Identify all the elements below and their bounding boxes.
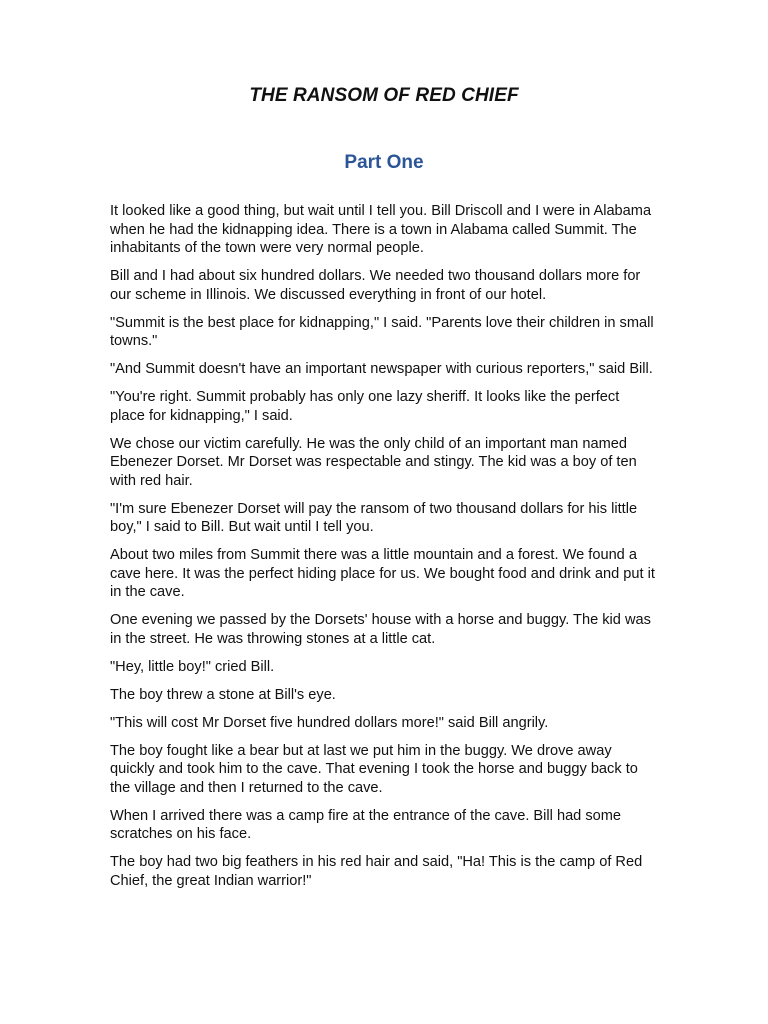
story-body <box>110 202 658 900</box>
paragraph: The boy had two big feathers in his red hair and said, "Ha! This is the camp of Red Chief, the great Indian warrior!" <box>110 854 643 889</box>
paragraph: One evening we passed by the Dorsets' house with a horse and buggy. The kid was in the street. He was throwing stones at a little cat. <box>110 612 651 647</box>
paragraph: When I arrived there was a camp fire at the entrance of the cave. Bill had some scratches on his face. <box>110 807 622 842</box>
paragraph: About two miles from Summit there was a little mountain and a forest. We found a cave here. It was the perfect hiding place for us. We bought food and drink and put it in the cave. <box>110 547 655 600</box>
part-heading: Part One <box>344 152 424 173</box>
paragraph: The boy fought like a bear but at last we put him in the buggy. We drove away quickly and took him to the cave. That evening I took the horse and buggy back to the village and then I returned to the cave. <box>110 742 638 796</box>
paragraph: "You're right. Summit probably has only one lazy sheriff. It looks like the perfect place for kidnapping," I said. <box>110 389 620 424</box>
paragraph: We chose our victim carefully. He was the only child of an important man named Ebenezer Dorset. Mr Dorset was respectable and stingy. The kid was a boy of ten with red hair. <box>110 435 637 489</box>
paragraph: "This will cost Mr Dorset five hundred dollars more!" said Bill angrily. <box>110 714 549 731</box>
paragraph: Bill and I had about six hundred dollars. We needed two thousand dollars more for our scheme in Illinois. We discussed everything in front of our hotel. <box>110 268 641 303</box>
paragraph: "And Summit doesn't have an important newspaper with curious reporters," said Bill. <box>110 361 653 377</box>
paragraph: "Hey, little boy!" cried Bill. <box>110 658 275 675</box>
paragraph: "I'm sure Ebenezer Dorset will pay the ransom of two thousand dollars for his little boy," I said to Bill. But wait until I tell you. <box>110 500 638 535</box>
paragraph: It looked like a good thing, but wait until I tell you. Bill Driscoll and I were in Alabama when he had the kidnapping idea. There is a town in Alabama called Summit. The inhabitants of the town were very normal people. <box>110 203 652 256</box>
paragraph: The boy threw a stone at Bill's eye. <box>110 686 336 703</box>
document-title: THE RANSOM OF RED CHIEF <box>249 85 519 106</box>
paragraph: "Summit is the best place for kidnapping," I said. "Parents love their children in small towns." <box>110 314 654 349</box>
